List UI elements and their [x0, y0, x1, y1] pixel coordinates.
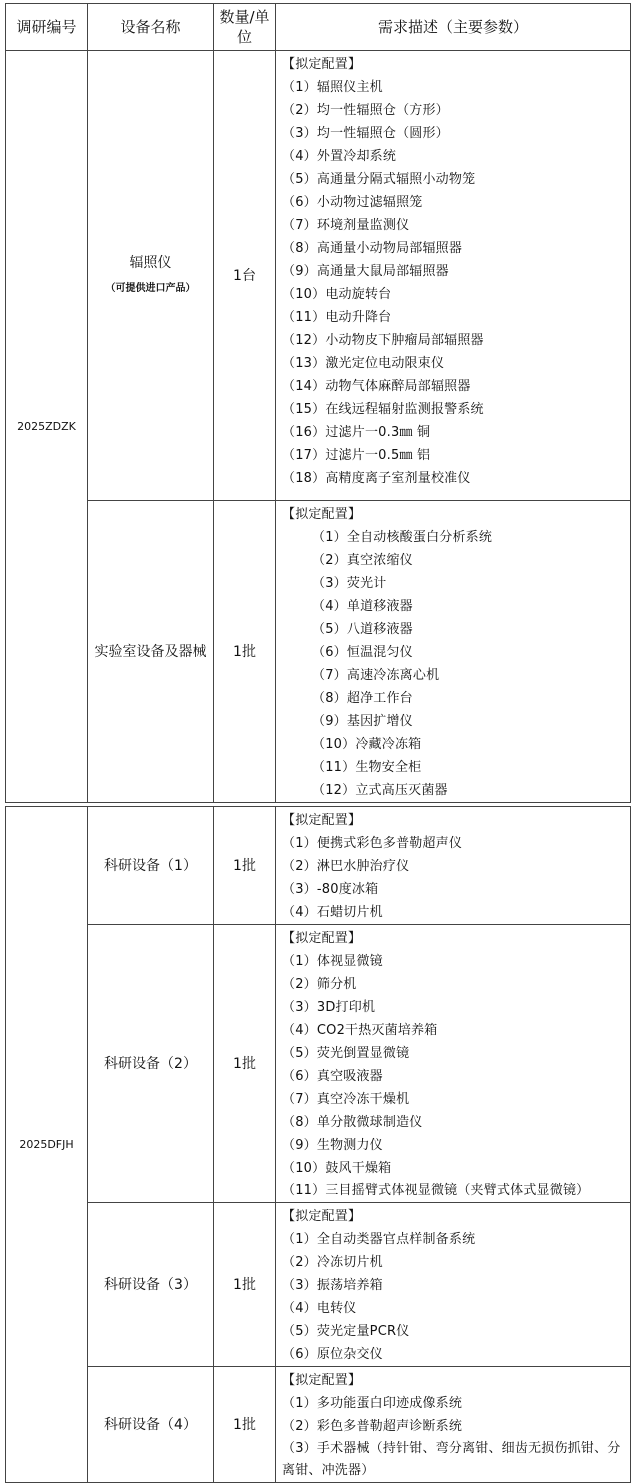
config-item: （9）基因扩增仪 [312, 714, 413, 729]
config-item: （8）单分散微球制造仪 [282, 1115, 423, 1130]
config-item: （2）冷冻切片机 [282, 1255, 383, 1270]
equipment-name: 科研设备（2） [88, 925, 214, 1203]
header-code: 调研编号 [6, 4, 88, 51]
requirements-table-page-1 [5, 3, 631, 803]
config-item: （4）外置冷却系统 [282, 149, 397, 164]
equipment-name-cell [88, 51, 214, 501]
config-list [282, 76, 630, 490]
config-item: （4）单道移液器 [312, 599, 413, 614]
config-item: （3）均一性辐照仓（圆形） [282, 126, 449, 141]
quantity: 1批 [214, 925, 276, 1203]
config-item: （12）小动物皮下肿瘤局部辐照器 [282, 333, 484, 348]
config-item: （10）冷藏冷冻箱 [312, 737, 422, 752]
config-item: （15）在线远程辐射监测报警系统 [282, 402, 484, 417]
config-list [282, 832, 630, 924]
table-row [6, 1367, 631, 1483]
config-item: （2）真空浓缩仪 [312, 553, 413, 568]
project-code: 2025ZDZK [6, 51, 88, 803]
project-code: 2025DFJH [6, 807, 88, 1483]
config-item: （6）恒温混匀仪 [312, 645, 413, 660]
config-item: （3）振荡培养箱 [282, 1278, 383, 1293]
description-cell [276, 51, 631, 501]
config-item: （1）全自动类器官点样制备系统 [282, 1232, 476, 1247]
config-list [282, 1228, 630, 1366]
config-title: 【拟定配置】 [282, 813, 362, 828]
config-item: （2）筛分机 [282, 977, 357, 992]
config-item: （6）小动物过滤辐照笼 [282, 195, 423, 210]
config-item: （13）激光定位电动限束仪 [282, 356, 445, 371]
description-cell [276, 807, 631, 925]
config-item: （2）均一性辐照仓（方形） [282, 103, 449, 118]
config-item: （7）高速冷冻离心机 [312, 668, 440, 683]
config-item: （10）鼓风干燥箱 [282, 1161, 392, 1176]
config-item: （7）环境剂量监测仪 [282, 218, 410, 233]
config-item: （4）电转仪 [282, 1301, 357, 1316]
description-cell [276, 1203, 631, 1367]
config-item: （3）3D打印机 [282, 1000, 376, 1015]
config-item: （6）真空吸液器 [282, 1069, 383, 1084]
config-item: （2）淋巴水肿治疗仪 [282, 859, 410, 874]
header-qty: 数量/单位 [214, 4, 276, 51]
config-item: （11）三目摇臂式体视显微镜（夹臂式体式显微镜） [282, 1183, 590, 1198]
equipment-name: 科研设备（1） [88, 807, 214, 925]
config-list [282, 950, 630, 1202]
config-item: （1）全自动核酸蛋白分析系统 [312, 530, 493, 545]
description-cell [276, 501, 631, 803]
config-title: 【拟定配置】 [282, 1209, 362, 1224]
config-item: （8）超净工作台 [312, 691, 413, 706]
description-cell [276, 925, 631, 1203]
config-item: （17）过滤片一0.5㎜ 铝 [282, 448, 431, 463]
quantity: 1批 [214, 501, 276, 803]
config-item: （9）生物测力仪 [282, 1138, 383, 1153]
config-item: （8）高通量小动物局部辐照器 [282, 241, 463, 256]
table-row [6, 925, 631, 1203]
quantity: 1台 [214, 51, 276, 501]
config-item: （4）CO2干热灭菌培养箱 [282, 1023, 438, 1038]
config-item: （18）高精度离子室剂量校准仪 [282, 471, 471, 486]
config-list [282, 526, 630, 802]
config-item: （7）真空冷冻干燥机 [282, 1092, 410, 1107]
config-item: （11）电动升降台 [282, 310, 392, 325]
header-desc: 需求描述（主要参数） [276, 4, 631, 51]
config-item: （3）荧光计 [312, 576, 387, 591]
table-row [6, 807, 631, 925]
config-item: （5）荧光定量PCR仪 [282, 1324, 410, 1339]
config-item: （1）体视显微镜 [282, 954, 383, 969]
header-name: 设备名称 [88, 4, 214, 51]
config-item: （10）电动旋转台 [282, 287, 392, 302]
table-row [6, 51, 631, 501]
config-item: （16）过滤片一0.3㎜ 铜 [282, 425, 431, 440]
config-item: （5）八道移液器 [312, 622, 413, 637]
config-item: （3）手术器械（持针钳、弯分离钳、细齿无损伤抓钳、分离钳、冲洗器） [282, 1441, 621, 1478]
equipment-name: 科研设备（4） [88, 1367, 214, 1483]
equipment-name: 辐照仪 [129, 254, 172, 271]
equipment-name: 实验室设备及器械 [88, 501, 214, 803]
requirements-table-page-2 [5, 806, 631, 1483]
config-item: （11）生物安全柜 [312, 760, 422, 775]
config-item: （1）辐照仪主机 [282, 80, 383, 95]
config-item: （2）彩色多普勒超声诊断系统 [282, 1419, 463, 1434]
config-item: （1）多功能蛋白印迹成像系统 [282, 1396, 463, 1411]
quantity: 1批 [214, 1367, 276, 1483]
config-item: （12）立式高压灭菌器 [312, 783, 448, 798]
config-title: 【拟定配置】 [282, 1373, 362, 1388]
config-item: （6）原位杂交仪 [282, 1347, 383, 1362]
config-title: 【拟定配置】 [282, 507, 362, 522]
description-cell [276, 1367, 631, 1483]
config-item: （1）便携式彩色多普勒超声仪 [282, 836, 463, 851]
import-note: （可提供进口产品） [105, 282, 196, 294]
quantity: 1批 [214, 1203, 276, 1367]
config-item: （5）高通量分隔式辐照小动物笼 [282, 172, 476, 187]
table-header-row [6, 4, 631, 51]
config-item: （5）荧光倒置显微镜 [282, 1046, 410, 1061]
config-item: （3）-80度冰箱 [282, 882, 379, 897]
config-title: 【拟定配置】 [282, 931, 362, 946]
config-item: （14）动物气体麻醉局部辐照器 [282, 379, 471, 394]
config-title: 【拟定配置】 [282, 57, 362, 72]
config-list [282, 1392, 630, 1482]
config-item: （4）石蜡切片机 [282, 905, 383, 920]
equipment-name: 科研设备（3） [88, 1203, 214, 1367]
quantity: 1批 [214, 807, 276, 925]
config-item: （9）高通量大鼠局部辐照器 [282, 264, 449, 279]
table-row [6, 501, 631, 803]
table-row [6, 1203, 631, 1367]
